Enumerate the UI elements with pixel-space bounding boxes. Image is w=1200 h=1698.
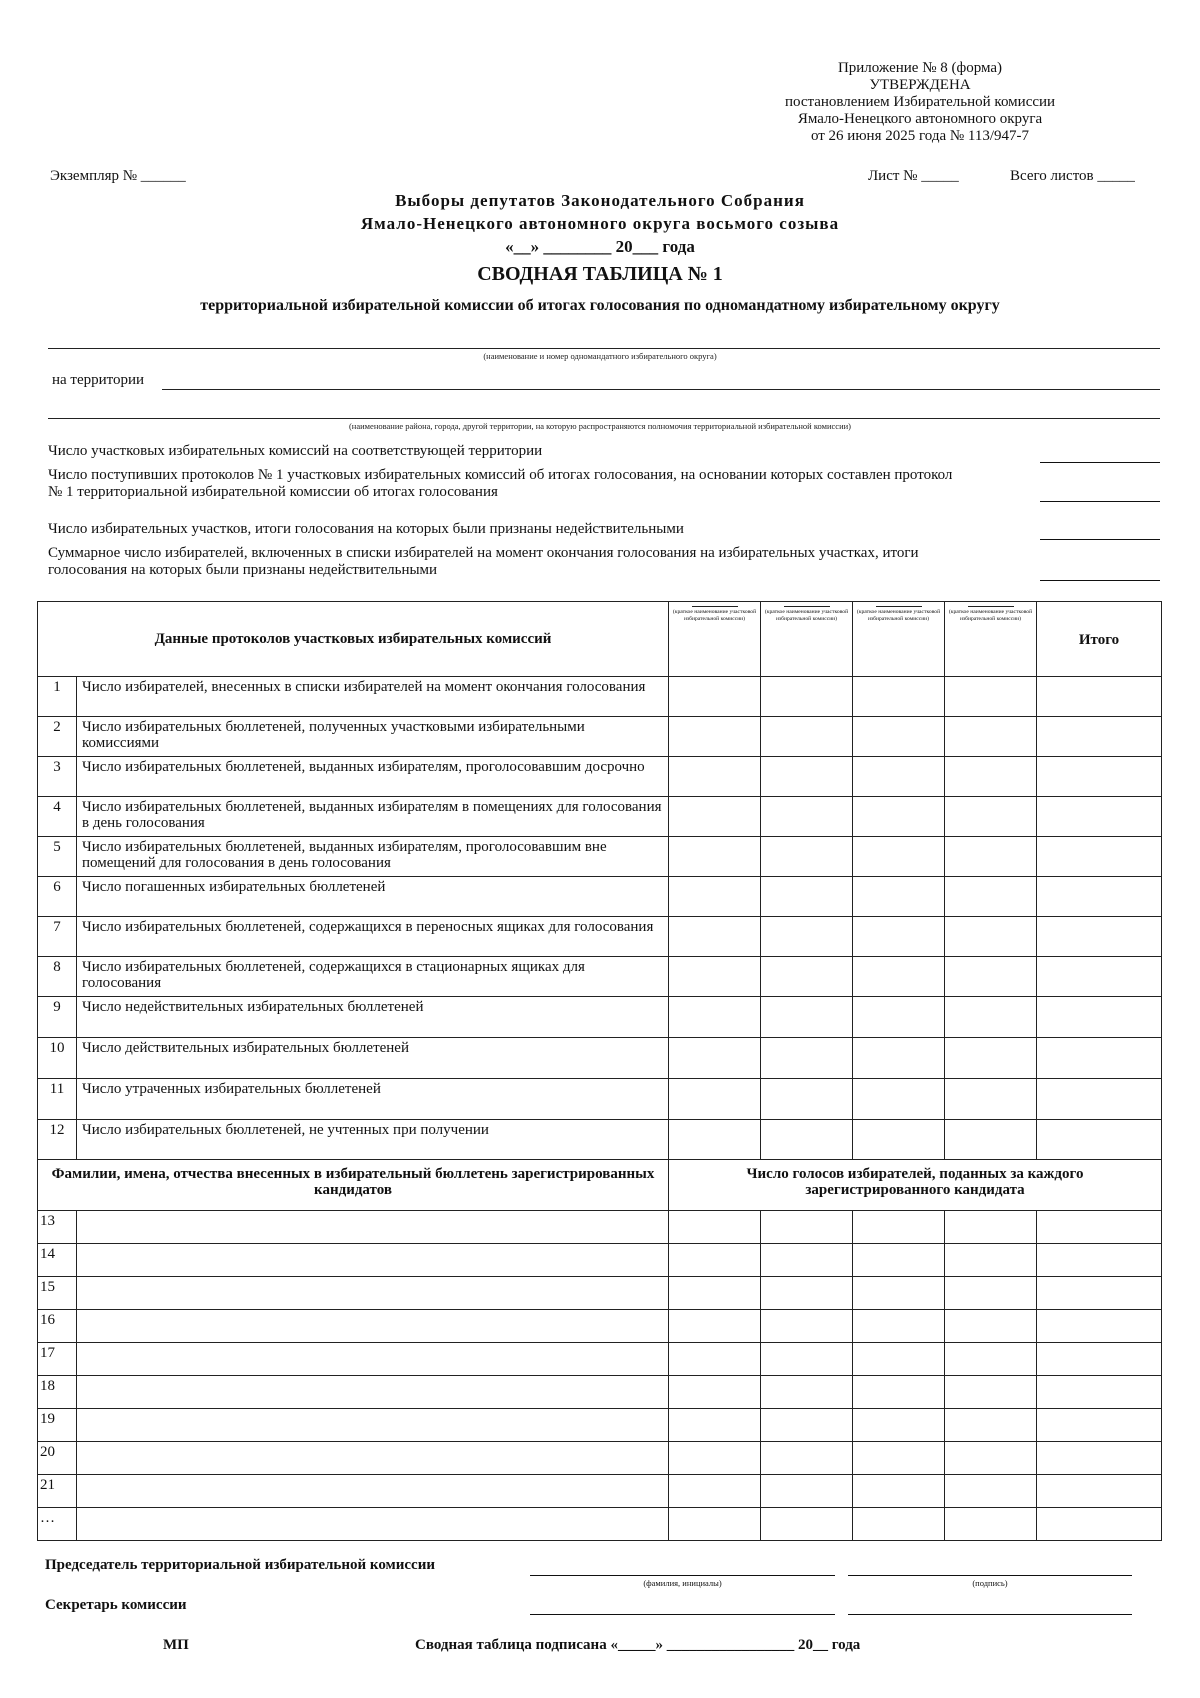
candidate-total-cell[interactable]	[1037, 1376, 1162, 1409]
value-cell[interactable]	[853, 1120, 945, 1160]
seal-label: МП	[163, 1637, 189, 1653]
total-cell[interactable]	[1037, 757, 1162, 797]
row-number: 11	[38, 1079, 77, 1120]
row-label: Число избирательных бюллетеней, полученных участковыми избирательными комиссиями	[77, 717, 669, 757]
row-number: 7	[38, 917, 77, 957]
commission-column-header[interactable]	[761, 602, 853, 677]
stat-commissions-count-input[interactable]	[1040, 462, 1160, 463]
candidate-votes-cell[interactable]	[761, 1211, 853, 1244]
page-subtitle: территориальной избирательной комиссии об итогах голосования по одномандатному избирательному округу	[200, 297, 1000, 314]
value-cell[interactable]	[669, 757, 761, 797]
value-cell[interactable]	[853, 677, 945, 717]
total-cell[interactable]	[1037, 1038, 1162, 1079]
candidate-votes-cell[interactable]	[945, 1310, 1037, 1343]
commission-column-caption: (краткое наименование участковой избирательной комиссии)	[856, 609, 941, 622]
value-cell[interactable]	[945, 1120, 1037, 1160]
table-row	[38, 717, 1162, 757]
value-cell[interactable]	[853, 997, 945, 1038]
candidate-votes-cell[interactable]	[761, 1343, 853, 1376]
value-cell[interactable]	[853, 1038, 945, 1079]
votes-header: Число голосов избирателей, поданных за каждого зарегистрированного кандидата	[669, 1160, 1162, 1211]
value-cell[interactable]	[669, 997, 761, 1038]
candidate-votes-cell[interactable]	[853, 1409, 945, 1442]
value-cell[interactable]	[669, 1120, 761, 1160]
value-cell[interactable]	[669, 677, 761, 717]
secretary-name-input[interactable]	[530, 1614, 835, 1615]
candidate-votes-cell[interactable]	[945, 1475, 1037, 1508]
stat-invalid-precincts: Число избирательных участков, итоги голосования на которых были признаны недействительными	[48, 521, 684, 537]
table-row	[38, 957, 1162, 997]
value-cell[interactable]	[669, 837, 761, 877]
candidate-total-cell[interactable]	[1037, 1211, 1162, 1244]
candidate-name-cell[interactable]	[77, 1475, 669, 1508]
candidate-votes-cell[interactable]	[945, 1442, 1037, 1475]
candidate-votes-cell[interactable]	[669, 1343, 761, 1376]
district-caption: (наименование и номер одномандатного избирательного округа)	[483, 351, 717, 361]
total-cell[interactable]	[1037, 717, 1162, 757]
candidate-votes-cell[interactable]	[853, 1310, 945, 1343]
table-row	[38, 877, 1162, 917]
candidate-votes-cell[interactable]	[669, 1508, 761, 1541]
candidate-total-cell[interactable]	[1037, 1442, 1162, 1475]
candidate-name-cell[interactable]	[77, 1310, 669, 1343]
value-cell[interactable]	[853, 877, 945, 917]
candidate-name-cell[interactable]	[77, 1244, 669, 1277]
candidate-row	[38, 1211, 1162, 1244]
value-cell[interactable]	[761, 1079, 853, 1120]
table-row	[38, 677, 1162, 717]
total-column-header: Итого	[1037, 602, 1162, 677]
row-number: 3	[38, 757, 77, 797]
candidate-votes-cell[interactable]	[853, 1244, 945, 1277]
candidate-votes-cell[interactable]	[945, 1409, 1037, 1442]
candidates-header-row	[38, 1160, 1162, 1211]
candidate-row-number: 20	[38, 1442, 77, 1475]
row-number: 4	[38, 797, 77, 837]
candidate-name-cell[interactable]	[77, 1211, 669, 1244]
candidate-votes-cell[interactable]	[761, 1442, 853, 1475]
value-cell[interactable]	[761, 757, 853, 797]
chair-signature-caption: (подпись)	[972, 1578, 1008, 1588]
candidate-row	[38, 1310, 1162, 1343]
candidate-votes-cell[interactable]	[853, 1343, 945, 1376]
approval-line-4: Ямало-Ненецкого автономного округа	[797, 111, 1043, 127]
table-row	[38, 837, 1162, 877]
chair-name-caption: (фамилия, инициалы)	[643, 1578, 722, 1588]
approval-block	[760, 60, 1080, 145]
candidate-total-cell[interactable]	[1037, 1277, 1162, 1310]
value-cell[interactable]	[761, 957, 853, 997]
value-cell[interactable]	[945, 957, 1037, 997]
value-cell[interactable]	[945, 837, 1037, 877]
total-cell[interactable]	[1037, 1120, 1162, 1160]
candidate-name-cell[interactable]	[77, 1376, 669, 1409]
candidate-votes-cell[interactable]	[761, 1310, 853, 1343]
candidate-votes-cell[interactable]	[669, 1211, 761, 1244]
value-cell[interactable]	[945, 757, 1037, 797]
territory-input-line-2[interactable]	[48, 418, 1160, 419]
row-label: Число избирательных бюллетеней, не учтенных при получении	[77, 1120, 669, 1160]
value-cell[interactable]	[945, 677, 1037, 717]
stat-protocols-received-input[interactable]	[1040, 501, 1160, 502]
table-row	[38, 917, 1162, 957]
candidate-row	[38, 1409, 1162, 1442]
commission-column-header[interactable]	[945, 602, 1037, 677]
row-number: 9	[38, 997, 77, 1038]
chair-name-input[interactable]	[530, 1575, 835, 1576]
candidate-row-number: 16	[38, 1310, 77, 1343]
row-label: Число утраченных избирательных бюллетеней	[77, 1079, 669, 1120]
total-cell[interactable]	[1037, 1079, 1162, 1120]
candidate-votes-cell[interactable]	[853, 1211, 945, 1244]
total-cell[interactable]	[1037, 677, 1162, 717]
value-cell[interactable]	[853, 717, 945, 757]
value-cell[interactable]	[669, 957, 761, 997]
candidate-name-cell[interactable]	[77, 1277, 669, 1310]
candidate-row	[38, 1376, 1162, 1409]
election-line-1: Выборы депутатов Законодательного Собрания	[395, 191, 805, 210]
candidate-votes-cell[interactable]	[853, 1277, 945, 1310]
table-row	[38, 1079, 1162, 1120]
candidate-name-cell[interactable]	[77, 1508, 669, 1541]
candidate-row-number: 14	[38, 1244, 77, 1277]
value-cell[interactable]	[669, 797, 761, 837]
candidate-votes-cell[interactable]	[945, 1211, 1037, 1244]
value-cell[interactable]	[945, 877, 1037, 917]
row-label: Число избирательных бюллетеней, содержащихся в стационарных ящиках для голосования	[77, 957, 669, 997]
territory-label: на территории	[52, 372, 145, 388]
protocol-data-rows	[38, 677, 1162, 1160]
candidate-votes-cell[interactable]	[945, 1277, 1037, 1310]
candidate-total-cell[interactable]	[1037, 1475, 1162, 1508]
territory-caption: (наименование района, города, другой территории, на которую распространяются полномочия территориальной избирательной комиссии)	[348, 421, 852, 431]
row-label: Число погашенных избирательных бюллетеней	[77, 877, 669, 917]
value-cell[interactable]	[853, 757, 945, 797]
row-number: 12	[38, 1120, 77, 1160]
commission-column-caption: (краткое наименование участковой избирательной комиссии)	[948, 609, 1033, 622]
candidate-votes-cell[interactable]	[761, 1376, 853, 1409]
value-cell[interactable]	[945, 1079, 1037, 1120]
candidate-row	[38, 1343, 1162, 1376]
value-cell[interactable]	[669, 717, 761, 757]
approval-line-3: постановлением Избирательной комиссии	[784, 94, 1056, 110]
stat-invalid-precincts-input[interactable]	[1040, 539, 1160, 540]
value-cell[interactable]	[945, 1038, 1037, 1079]
signed-date-line[interactable]: Сводная таблица подписана «_____» _________________ 20__ года	[415, 1637, 861, 1653]
table-row	[38, 757, 1162, 797]
chair-signature-input[interactable]	[848, 1575, 1132, 1576]
value-cell[interactable]	[853, 837, 945, 877]
commission-column-caption: (краткое наименование участковой избирательной комиссии)	[764, 609, 849, 622]
candidate-name-cell[interactable]	[77, 1442, 669, 1475]
row-label: Число избирательных бюллетеней, содержащихся в переносных ящиках для голосования	[77, 917, 669, 957]
value-cell[interactable]	[945, 997, 1037, 1038]
stat-invalid-voters-total: Суммарное число избирателей, включенных в списки избирателей на момент окончания голосования на избирательных участках, итоги голосования на которых были признаны недействительными	[48, 545, 919, 578]
election-date-field[interactable]: «__» ________ 20___ года	[505, 237, 695, 256]
value-cell[interactable]	[761, 797, 853, 837]
candidate-total-cell[interactable]	[1037, 1409, 1162, 1442]
value-cell[interactable]	[761, 997, 853, 1038]
approval-line-2: УТВЕРЖДЕНА	[869, 77, 971, 93]
total-cell[interactable]	[1037, 997, 1162, 1038]
value-cell[interactable]	[669, 1079, 761, 1120]
candidate-votes-cell[interactable]	[669, 1310, 761, 1343]
value-cell[interactable]	[669, 917, 761, 957]
table-row	[38, 997, 1162, 1038]
candidate-votes-cell[interactable]	[945, 1376, 1037, 1409]
row-label: Число недействительных избирательных бюллетеней	[77, 997, 669, 1038]
table-row	[38, 1120, 1162, 1160]
table-main-header: Данные протоколов участковых избирательных комиссий	[38, 602, 669, 677]
commission-column-caption: (краткое наименование участковой избирательной комиссии)	[672, 609, 757, 622]
candidate-votes-cell[interactable]	[761, 1475, 853, 1508]
candidate-votes-cell[interactable]	[853, 1442, 945, 1475]
value-cell[interactable]	[853, 797, 945, 837]
sheet-number-field[interactable]: Лист № _____	[868, 168, 959, 184]
candidate-votes-cell[interactable]	[669, 1376, 761, 1409]
candidate-row	[38, 1442, 1162, 1475]
candidate-votes-cell[interactable]	[669, 1442, 761, 1475]
candidate-row-number: …	[38, 1508, 77, 1541]
value-cell[interactable]	[761, 717, 853, 757]
total-cell[interactable]	[1037, 797, 1162, 837]
stat-commissions-count: Число участковых избирательных комиссий на соответствующей территории	[48, 443, 543, 459]
candidate-votes-cell[interactable]	[945, 1244, 1037, 1277]
candidate-total-cell[interactable]	[1037, 1343, 1162, 1376]
value-cell[interactable]	[669, 1038, 761, 1079]
candidate-votes-cell[interactable]	[761, 1409, 853, 1442]
table-header-row	[38, 602, 1162, 677]
copy-number-field[interactable]: Экземпляр № ______	[50, 168, 186, 184]
candidate-votes-cell[interactable]	[669, 1244, 761, 1277]
stat-protocols-received: Число поступивших протоколов № 1 участковых избирательных комиссий об итогах голосования, на основании которых составлен протокол № 1 территориальной избирательной комиссии об итогах голосования	[48, 467, 953, 500]
candidate-row-number: 18	[38, 1376, 77, 1409]
secretary-signature-input[interactable]	[848, 1614, 1132, 1615]
candidate-votes-cell[interactable]	[761, 1508, 853, 1541]
total-cell[interactable]	[1037, 837, 1162, 877]
candidate-row-number: 19	[38, 1409, 77, 1442]
territory-input-line[interactable]	[162, 389, 1160, 390]
candidate-name-cell[interactable]	[77, 1343, 669, 1376]
value-cell[interactable]	[761, 1038, 853, 1079]
value-cell[interactable]	[853, 957, 945, 997]
summary-table	[37, 601, 1162, 1541]
candidate-row	[38, 1244, 1162, 1277]
candidate-votes-cell[interactable]	[669, 1409, 761, 1442]
stat-invalid-voters-total-input[interactable]	[1040, 580, 1160, 581]
commission-column-header[interactable]	[669, 602, 761, 677]
page-title: СВОДНАЯ ТАБЛИЦА № 1	[477, 263, 723, 285]
candidate-row	[38, 1475, 1162, 1508]
approval-line-1: Приложение № 8 (форма)	[837, 60, 1003, 76]
value-cell[interactable]	[761, 1120, 853, 1160]
candidate-row-number: 15	[38, 1277, 77, 1310]
sheets-total-field[interactable]: Всего листов _____	[1010, 168, 1135, 184]
row-label: Число избирательных бюллетеней, выданных избирателям, проголосовавшим вне помещений для голосования в день голосования	[77, 837, 669, 877]
row-label: Число избирательных бюллетеней, выданных избирателям, проголосовавшим досрочно	[77, 757, 669, 797]
district-input-line[interactable]	[48, 348, 1160, 349]
row-number: 1	[38, 677, 77, 717]
row-label: Число избирателей, внесенных в списки избирателей на момент окончания голосования	[77, 677, 669, 717]
total-cell[interactable]	[1037, 917, 1162, 957]
row-label: Число действительных избирательных бюллетеней	[77, 1038, 669, 1079]
candidate-votes-cell[interactable]	[669, 1277, 761, 1310]
value-cell[interactable]	[761, 837, 853, 877]
candidate-total-cell[interactable]	[1037, 1244, 1162, 1277]
row-number: 6	[38, 877, 77, 917]
chair-label: Председатель территориальной избирательной комиссии	[45, 1557, 435, 1573]
row-label: Число избирательных бюллетеней, выданных избирателям в помещениях для голосования в день голосования	[77, 797, 669, 837]
candidate-total-cell[interactable]	[1037, 1310, 1162, 1343]
candidate-votes-cell[interactable]	[853, 1376, 945, 1409]
candidate-votes-cell[interactable]	[669, 1475, 761, 1508]
row-number: 10	[38, 1038, 77, 1079]
value-cell[interactable]	[945, 717, 1037, 757]
table-row	[38, 797, 1162, 837]
secretary-label: Секретарь комиссии	[45, 1597, 187, 1613]
value-cell[interactable]	[761, 677, 853, 717]
candidate-votes-cell[interactable]	[945, 1508, 1037, 1541]
value-cell[interactable]	[945, 797, 1037, 837]
commission-column-header[interactable]	[853, 602, 945, 677]
candidate-row-number: 21	[38, 1475, 77, 1508]
table-row	[38, 1038, 1162, 1079]
candidate-row	[38, 1277, 1162, 1310]
election-title	[100, 189, 1100, 258]
candidates-header: Фамилии, имена, отчества внесенных в избирательный бюллетень зарегистрированных кандидатов	[38, 1160, 669, 1211]
value-cell[interactable]	[853, 1079, 945, 1120]
candidate-row	[38, 1508, 1162, 1541]
row-number: 8	[38, 957, 77, 997]
candidate-votes-cell[interactable]	[945, 1343, 1037, 1376]
row-number: 5	[38, 837, 77, 877]
value-cell[interactable]	[945, 917, 1037, 957]
candidate-row-number: 13	[38, 1211, 77, 1244]
candidate-rows	[38, 1211, 1162, 1541]
candidate-votes-cell[interactable]	[761, 1277, 853, 1310]
value-cell[interactable]	[761, 877, 853, 917]
value-cell[interactable]	[669, 877, 761, 917]
candidate-votes-cell[interactable]	[853, 1475, 945, 1508]
candidate-name-cell[interactable]	[77, 1409, 669, 1442]
value-cell[interactable]	[761, 917, 853, 957]
election-line-2: Ямало-Ненецкого автономного округа восьмого созыва	[360, 214, 840, 233]
approval-line-5: от 26 июня 2025 года № 113/947-7	[810, 128, 1030, 144]
candidate-votes-cell[interactable]	[853, 1508, 945, 1541]
total-cell[interactable]	[1037, 957, 1162, 997]
row-number: 2	[38, 717, 77, 757]
total-cell[interactable]	[1037, 877, 1162, 917]
candidate-votes-cell[interactable]	[761, 1244, 853, 1277]
value-cell[interactable]	[853, 917, 945, 957]
candidate-row-number: 17	[38, 1343, 77, 1376]
candidate-total-cell[interactable]	[1037, 1508, 1162, 1541]
